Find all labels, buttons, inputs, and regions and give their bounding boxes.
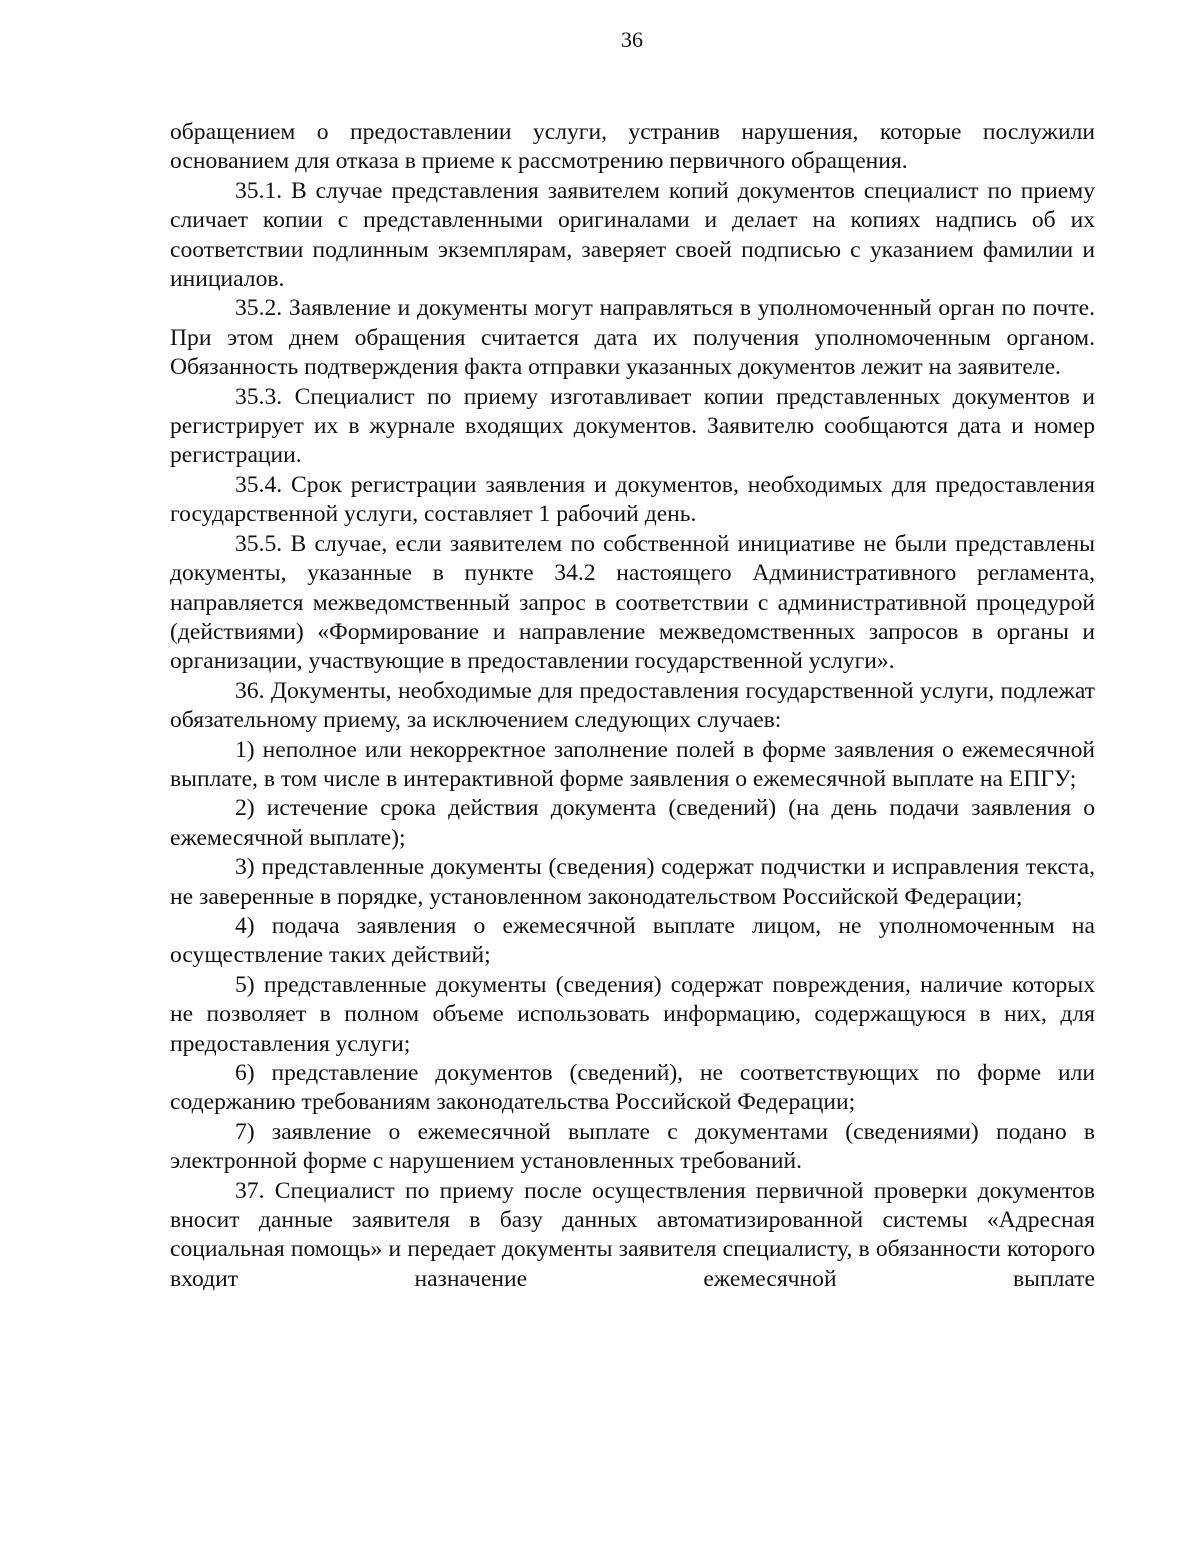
list-item-4: 4) подача заявления о ежемесячной выплате лицом, не уполномоченным на осуществление таких действий; (170, 912, 1095, 969)
list-item-2: 2) истечение срока действия документа (сведений) (на день подачи заявления о ежемесячной выплате); (170, 795, 1095, 851)
paragraph-35-4: 35.4. Срок регистрации заявления и документов, необходимых для предоставления государственной услуги, составляет 1 рабочий день. (170, 471, 1095, 528)
page-number: 36 (621, 27, 643, 52)
list-item-7: 7) заявление о ежемесячной выплате с документами (сведениями) подано в электронной форме с нарушением установленных требований. (170, 1118, 1095, 1175)
list-item-6: 6) представление документов (сведений), не соответствующих по форме или содержанию требованиям законодательства Российской Федерации; (170, 1060, 1095, 1116)
paragraph-35-3: 35.3. Специалист по приему изготавливает копии представленных документов и регистрирует их в журнале входящих документов. Заявителю сообщаются дата и номер регистрации. (170, 383, 1095, 469)
paragraph-continuation: обращением о предоставлении услуги, устранив нарушения, которые послужили основанием для отказа в приеме к рассмотрению первичного обращения. (170, 119, 1095, 175)
document-body (170, 118, 1095, 1294)
list-item-1: 1) неполное или некорректное заполнение полей в форме заявления о ежемесячной выплате, в том числе в интерактивной форме заявления о ежемесячной выплате на ЕПГУ; (170, 736, 1095, 792)
paragraph-35-2: 35.2. Заявление и документы могут направляться в уполномоченный орган по почте. При этом днем обращения считается дата их получения уполномоченным органом. Обязанность подтверждения факта отправки указанных документов лежит на заявителе. (170, 295, 1095, 381)
paragraph-37: 37. Специалист по приему после осуществления первичной проверки документов вносит данные заявителя в базу данных автоматизированной системы «Адресная социальная помощь» и передает документы заявителя специалисту, в обязанности которого входит назначение ежемесячной выплате (170, 1177, 1095, 1292)
paragraph-35-1: 35.1. В случае представления заявителем копий документов специалист по приему сличает копии с представленными оригиналами и делает на копиях надпись об их соответствии подлинным экземплярам, заверяет своей подписью с указанием фамилии и инициалов. (170, 177, 1095, 293)
paragraph-36: 36. Документы, необходимые для предоставления государственной услуги, подлежат обязательному приему, за исключением следующих случаев: (170, 677, 1095, 734)
list-item-3: 3) представленные документы (сведения) содержат подчистки и исправления текста, не заверенные в порядке, установленном законодательством Российской Федерации; (170, 854, 1095, 910)
paragraph-35-5: 35.5. В случае, если заявителем по собственной инициативе не были представлены документы, указанные в пункте 34.2 настоящего Административного регламента, направляется межведомственный запрос в соответствии с административной процедурой (действиями) «Формирование и направление межведомственных запросов в органы и организации, участвующие в предоставлении государственной услуги». (170, 530, 1095, 675)
list-item-5: 5) представленные документы (сведения) содержат повреждения, наличие которых не позволяет в полном объеме использовать информацию, содержащуюся в них, для предоставления услуги; (170, 971, 1095, 1057)
